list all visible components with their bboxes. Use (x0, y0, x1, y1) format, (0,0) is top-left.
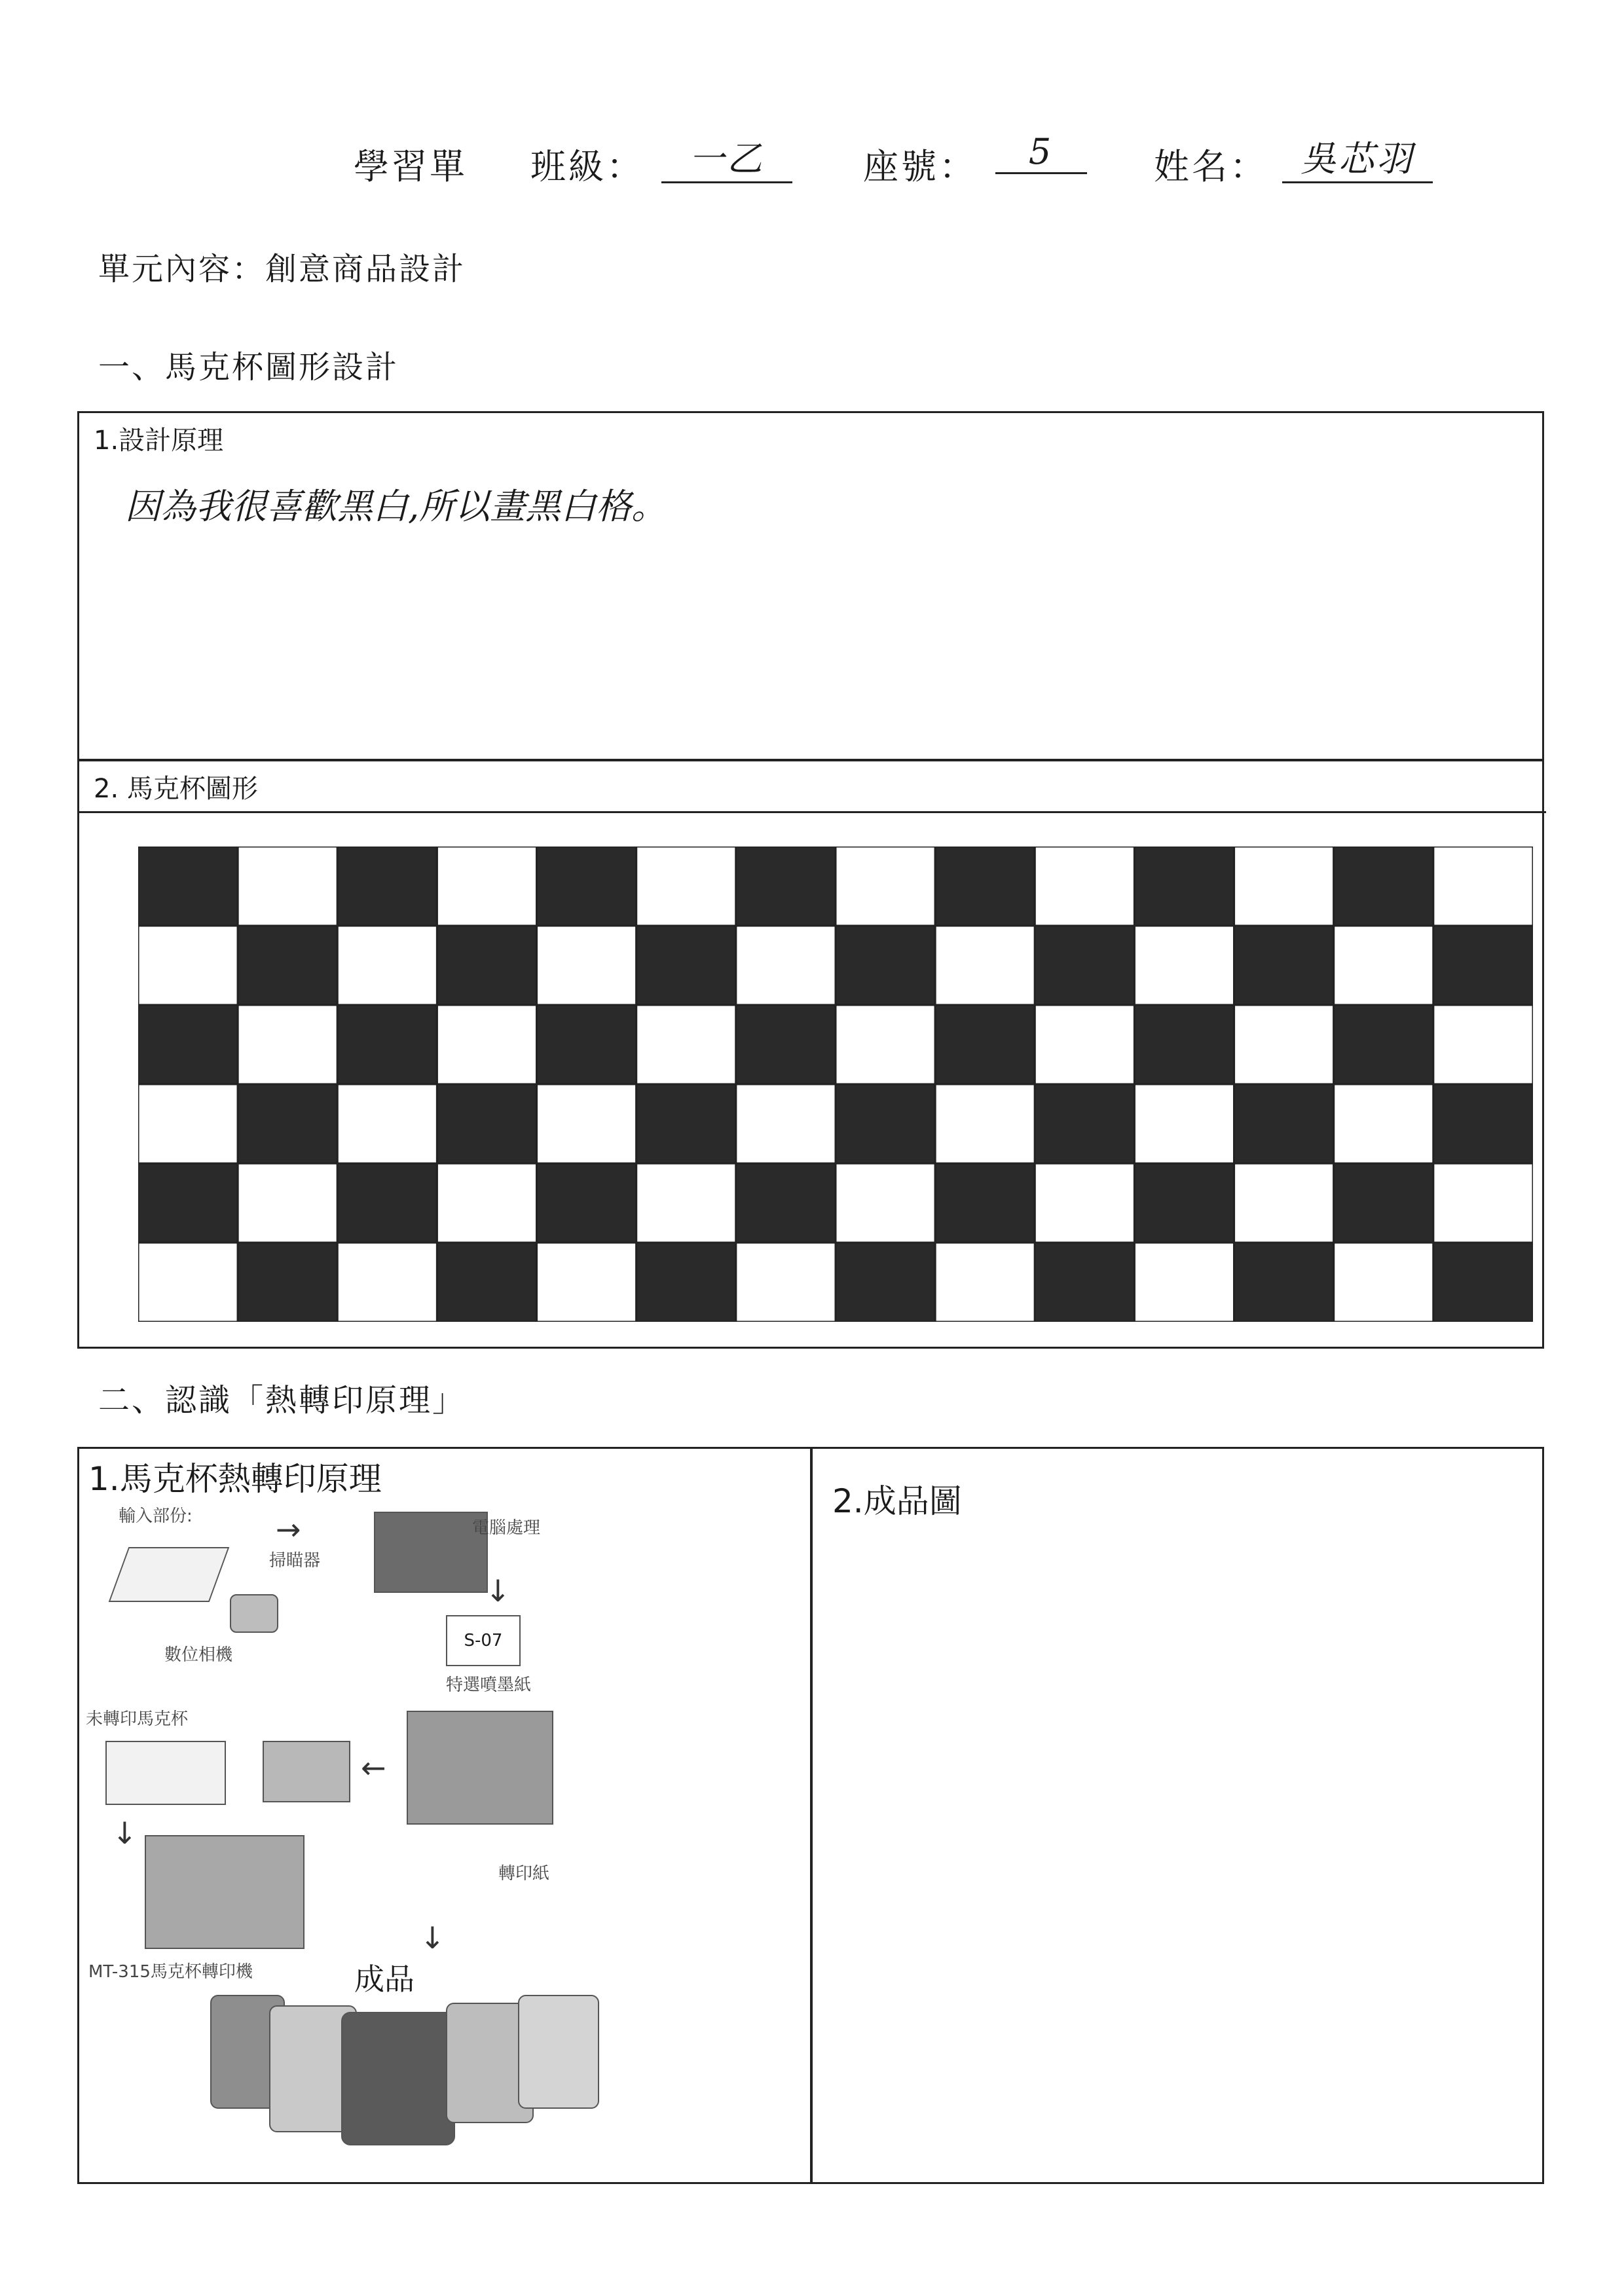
class-label: 班級： (530, 146, 644, 187)
finished-product-title: 2.成品圖 (832, 1482, 962, 1520)
checker-cell-dark (736, 1005, 836, 1084)
checker-cell-light (637, 1005, 736, 1084)
pattern-divider (79, 811, 1546, 813)
checker-cell-light (1035, 1163, 1134, 1243)
checker-cell-dark (138, 1163, 238, 1243)
checker-cell-dark (1334, 1005, 1433, 1084)
checker-cell-dark (537, 847, 637, 926)
section1-heading: 一、馬克杯圖形設計 (98, 349, 399, 386)
checker-cell-dark (836, 926, 935, 1005)
arrow-to-press: ↓ (112, 1815, 138, 1851)
thermal-principle-box (77, 1447, 812, 2184)
mug-pattern-box (77, 759, 1544, 1349)
checker-cell-dark (1035, 1084, 1134, 1163)
name-label: 姓名： (1154, 146, 1268, 187)
checker-cell-dark (935, 1005, 1035, 1084)
arrow-to-paper: ↓ (485, 1573, 511, 1609)
checker-cell-light (1134, 926, 1234, 1005)
checker-cell-dark (437, 1243, 536, 1322)
seat-value: 5 (995, 131, 1087, 174)
checker-cell-dark (238, 926, 337, 1005)
checker-cell-light (736, 1243, 836, 1322)
checker-cell-light (1234, 847, 1334, 926)
checker-cell-light (637, 1163, 736, 1243)
checker-cell-dark (637, 926, 736, 1005)
checker-cell-light (138, 1084, 238, 1163)
checker-cell-light (1433, 1005, 1533, 1084)
paper-image (446, 1615, 521, 1666)
checker-cell-light (437, 847, 536, 926)
checker-cell-dark (1433, 1084, 1533, 1163)
checker-cell-light (138, 926, 238, 1005)
checker-cell-dark (1234, 1084, 1334, 1163)
checker-cell-light (1035, 1005, 1134, 1084)
scanner-image (109, 1547, 230, 1602)
arrow-from-printer: ← (361, 1750, 386, 1785)
checker-cell-dark (1134, 1005, 1234, 1084)
checker-cell-light (1334, 1084, 1433, 1163)
class-value: 一乙 (661, 131, 792, 183)
unit-content: 單元內容：創意商品設計 (98, 251, 466, 287)
checker-cell-light (836, 1163, 935, 1243)
checker-cell-dark (637, 1243, 736, 1322)
machine-label: MT-315馬克杯轉印機 (88, 1962, 253, 1982)
name-value: 吳芯羽 (1282, 131, 1433, 183)
checker-cell-dark (935, 1163, 1035, 1243)
checker-cell-light (935, 1243, 1035, 1322)
checker-cell-dark (836, 1243, 935, 1322)
arrow-to-computer: → (276, 1512, 301, 1547)
checker-cell-light (836, 1005, 935, 1084)
computer-image (374, 1512, 488, 1593)
checker-cell-dark (1334, 847, 1433, 926)
finished-product-box (811, 1447, 1544, 2184)
checker-cell-light (1134, 1084, 1234, 1163)
checker-cell-dark (935, 847, 1035, 926)
checker-cell-light (337, 1243, 437, 1322)
checker-cell-dark (238, 1243, 337, 1322)
transfer-print-image (263, 1741, 350, 1802)
product-mug-5 (518, 1995, 599, 2109)
checker-cell-light (537, 1084, 637, 1163)
checker-cell-dark (437, 926, 536, 1005)
camera-label: 數位相機 (164, 1645, 233, 1665)
checker-cell-dark (1334, 1163, 1433, 1243)
blank-mug-image (105, 1741, 226, 1805)
checker-cell-light (1234, 1005, 1334, 1084)
checker-cell-light (1234, 1163, 1334, 1243)
arrow-to-product: ↓ (420, 1920, 445, 1956)
checker-cell-light (238, 1163, 337, 1243)
checker-cell-dark (138, 847, 238, 926)
paper-code: S-07 (464, 1631, 503, 1650)
checker-cell-dark (1134, 1163, 1234, 1243)
checker-cell-light (1334, 926, 1433, 1005)
checker-cell-dark (1234, 1243, 1334, 1322)
checker-cell-light (935, 926, 1035, 1005)
checker-cell-dark (736, 1163, 836, 1243)
checker-cell-dark (836, 1084, 935, 1163)
checker-cell-dark (1433, 1243, 1533, 1322)
checkerboard-drawing (138, 847, 1533, 1322)
checker-cell-dark (337, 1005, 437, 1084)
checker-cell-light (537, 926, 637, 1005)
checker-cell-light (1433, 1163, 1533, 1243)
untransferred-mug-label: 未轉印馬克杯 (86, 1709, 189, 1729)
computer-label: 電腦處理 (472, 1518, 541, 1538)
design-principle-label: 1.設計原理 (94, 426, 224, 456)
checker-cell-light (437, 1163, 536, 1243)
printer-output-label: 轉印紙 (498, 1864, 550, 1884)
checker-cell-dark (1035, 926, 1134, 1005)
checker-cell-light (637, 847, 736, 926)
section2-heading: 二、認識「熱轉印原理」 (98, 1382, 466, 1419)
checker-cell-light (238, 1005, 337, 1084)
checker-cell-dark (537, 1005, 637, 1084)
press-machine-image (145, 1835, 304, 1949)
checker-cell-dark (337, 847, 437, 926)
product-label: 成品 (354, 1961, 415, 1997)
printer-image (407, 1711, 553, 1825)
scanner-label: 掃瞄器 (269, 1551, 321, 1571)
paper-label: 特選噴墨紙 (446, 1675, 532, 1695)
checker-cell-light (537, 1243, 637, 1322)
checker-cell-dark (138, 1005, 238, 1084)
checker-cell-light (1035, 847, 1134, 926)
checker-cell-light (437, 1005, 536, 1084)
thermal-principle-title: 1.馬克杯熱轉印原理 (88, 1460, 382, 1498)
checker-cell-dark (736, 847, 836, 926)
design-principle-text: 因為我很喜歡黑白,所以畫黑白格。 (125, 486, 667, 527)
checker-cell-dark (238, 1084, 337, 1163)
checker-cell-light (1334, 1243, 1433, 1322)
checker-cell-dark (1433, 926, 1533, 1005)
checker-cell-light (138, 1243, 238, 1322)
checker-cell-light (736, 1084, 836, 1163)
checker-cell-dark (1035, 1243, 1134, 1322)
checker-cell-light (935, 1084, 1035, 1163)
checker-cell-light (1134, 1243, 1234, 1322)
mug-pattern-label: 2. 馬克杯圖形 (94, 774, 258, 804)
checker-cell-light (337, 926, 437, 1005)
seat-label: 座號： (863, 146, 977, 187)
checker-cell-dark (437, 1084, 536, 1163)
checker-cell-dark (537, 1163, 637, 1243)
input-label: 輸入部份: (119, 1506, 193, 1526)
checker-cell-light (238, 847, 337, 926)
product-mug-3 (341, 2012, 455, 2145)
worksheet-title: 學習單 (354, 146, 468, 187)
checker-cell-light (736, 926, 836, 1005)
checker-cell-dark (337, 1163, 437, 1243)
camera-image (230, 1594, 278, 1633)
checker-cell-dark (637, 1084, 736, 1163)
design-principle-box (77, 411, 1544, 761)
checker-cell-light (337, 1084, 437, 1163)
checker-cell-dark (1134, 847, 1234, 926)
checker-cell-light (836, 847, 935, 926)
checker-cell-light (1433, 847, 1533, 926)
checker-cell-dark (1234, 926, 1334, 1005)
